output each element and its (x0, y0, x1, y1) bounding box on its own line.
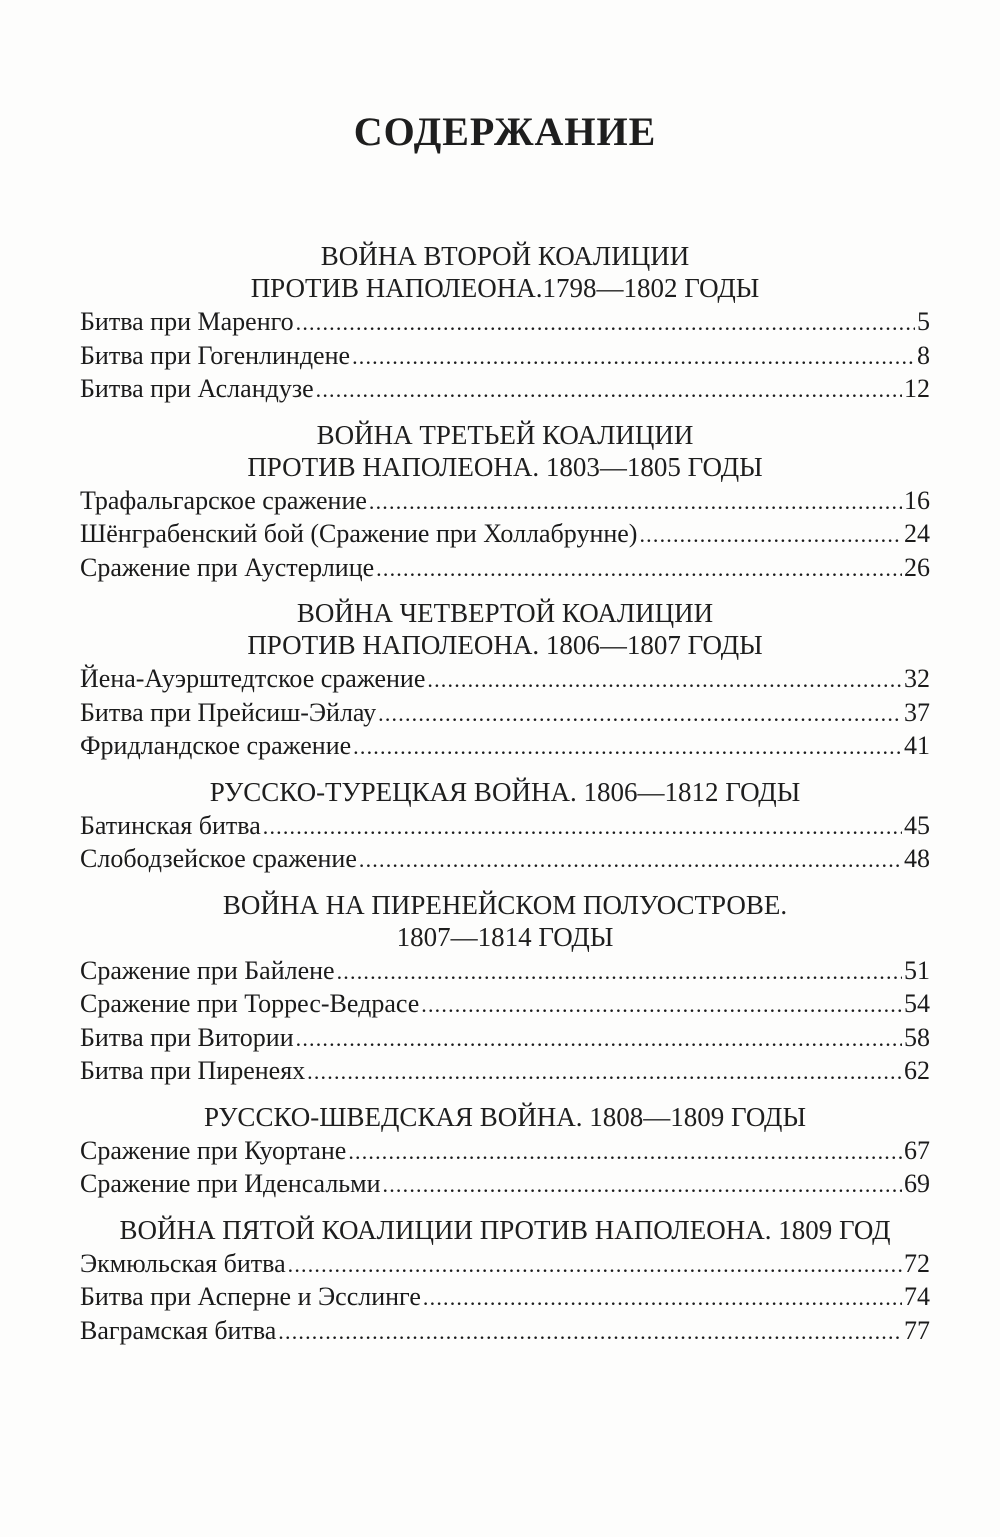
dot-leader (427, 663, 902, 697)
section-heading-line: ВОЙНА ПЯТОЙ КОАЛИЦИИ ПРОТИВ НАПОЛЕОНА. 1809 ГОД (119, 1214, 891, 1245)
section-heading-line: ВОЙНА ЧЕТВЕРТОЙ КОАЛИЦИИ (296, 598, 714, 628)
entry-title: Экмюльская битва (80, 1248, 286, 1278)
entry-title: Сражение при Куортане (80, 1135, 347, 1165)
entry-page-number: 62 (904, 1056, 930, 1085)
entry-title: Трафальгарское сражение (80, 485, 367, 515)
toc-entry[interactable] (80, 340, 930, 374)
dot-leader (348, 1135, 902, 1169)
section-heading-line: ВОЙНА ВТОРОЙ КОАЛИЦИИ (320, 241, 690, 271)
entry-page-number: 58 (904, 1022, 930, 1052)
toc-entry[interactable] (80, 1055, 930, 1089)
book-page (80, 0, 930, 1537)
toc-entry[interactable] (80, 552, 930, 586)
entry-page-number: 54 (904, 989, 930, 1018)
entry-page-number: 77 (904, 1315, 930, 1345)
entry-page-number: 67 (904, 1135, 930, 1165)
entry-title: Сражение при Аустерлице (80, 552, 375, 582)
toc-entry[interactable] (80, 1168, 930, 1202)
toc-section (80, 240, 930, 407)
entry-title: Битва при Асландузе (80, 374, 314, 403)
section-heading (80, 1101, 930, 1133)
dot-leader (263, 810, 902, 844)
entry-title: Фридландское сражение (80, 731, 352, 760)
section-heading-line: ПРОТИВ НАПОЛЕОНА.1798—1802 ГОДЫ (250, 273, 760, 303)
entry-title: Битва при Асперне и Эсслинге (80, 1282, 421, 1311)
toc-entry[interactable] (80, 730, 930, 764)
toc-entry[interactable] (80, 1248, 930, 1282)
dot-leader (296, 306, 915, 340)
entry-title: Шёнграбенский бой (Сражение при Холлабрунне) (80, 519, 638, 548)
toc-section (80, 1101, 930, 1202)
section-heading-line: ПРОТИВ НАПОЛЕОНА. 1803—1805 ГОДЫ (247, 451, 763, 482)
toc-entry[interactable] (80, 843, 930, 877)
toc-section (80, 776, 930, 877)
section-heading-line: ПРОТИВ НАПОЛЕОНА. 1806—1807 ГОДЫ (247, 630, 763, 660)
dot-leader (278, 1315, 902, 1349)
toc-entry[interactable] (80, 663, 930, 697)
section-heading-line: 1807—1814 ГОДЫ (396, 921, 614, 952)
toc-section (80, 889, 930, 1089)
section-heading-line: ВОЙНА НА ПИРЕНЕЙСКОМ ПОЛУОСТРОВЕ. (222, 889, 788, 920)
entry-page-number: 51 (904, 955, 930, 985)
entry-page-number: 74 (904, 1282, 930, 1311)
toc-entry[interactable] (80, 485, 930, 519)
dot-leader (359, 843, 902, 877)
dot-leader (296, 1022, 902, 1056)
table-of-contents (80, 240, 930, 1360)
entry-title: Битва при Маренго (80, 307, 294, 336)
page-title: СОДЕРЖАНИЕ (353, 109, 657, 154)
dot-leader (376, 552, 902, 586)
toc-entry[interactable] (80, 373, 930, 407)
section-heading-line: ВОЙНА ТРЕТЬЕЙ КОАЛИЦИИ (316, 419, 694, 450)
entry-title: Батинская битва (80, 810, 261, 840)
toc-entry[interactable] (80, 988, 930, 1022)
entry-title: Йена-Ауэрштедтское сражение (80, 664, 426, 693)
section-heading (80, 240, 930, 304)
toc-entry[interactable] (80, 697, 930, 731)
entry-title: Битва при Прейсиш-Эйлау (80, 697, 377, 727)
toc-section (80, 597, 930, 764)
entry-title: Ваграмская битва (80, 1315, 277, 1345)
entry-title: Сражение при Иденсальми (80, 1169, 381, 1198)
section-heading (80, 597, 930, 661)
toc-entry[interactable] (80, 1315, 930, 1349)
dot-leader (423, 1281, 902, 1315)
entry-page-number: 8 (917, 340, 930, 370)
toc-entry[interactable] (80, 518, 930, 552)
entry-page-number: 41 (904, 731, 930, 760)
entry-title: Битва при Гогенлиндене (80, 340, 351, 370)
entry-page-number: 45 (904, 810, 930, 840)
toc-entry[interactable] (80, 1022, 930, 1056)
entry-page-number: 24 (904, 519, 930, 548)
dot-leader (353, 730, 902, 764)
section-heading-line: РУССКО-ШВЕДСКАЯ ВОЙНА. 1808—1809 ГОДЫ (203, 1101, 807, 1132)
dot-leader (307, 1055, 902, 1089)
toc-entry[interactable] (80, 1281, 930, 1315)
dot-leader (352, 340, 915, 374)
entry-title: Сражение при Торрес-Ведрасе (80, 989, 420, 1018)
dot-leader (421, 988, 902, 1022)
section-heading (80, 419, 930, 483)
toc-entry[interactable] (80, 1135, 930, 1169)
toc-section (80, 1214, 930, 1349)
dot-leader (316, 373, 902, 407)
entry-title: Слободзейское сражение (80, 844, 357, 873)
dot-leader (383, 1168, 902, 1202)
entry-page-number: 12 (904, 374, 930, 403)
toc-entry[interactable] (80, 810, 930, 844)
entry-page-number: 37 (904, 697, 930, 727)
section-heading (80, 889, 930, 953)
section-heading (80, 1214, 930, 1246)
section-heading-line: РУССКО-ТУРЕЦКАЯ ВОЙНА. 1806—1812 ГОДЫ (209, 776, 801, 807)
section-heading (80, 776, 930, 808)
entry-page-number: 72 (904, 1248, 930, 1278)
entry-title: Сражение при Байлене (80, 955, 335, 985)
entry-page-number: 32 (904, 664, 930, 693)
entry-title: Битва при Пиренеях (80, 1056, 306, 1085)
toc-entry[interactable] (80, 306, 930, 340)
dot-leader (369, 485, 902, 519)
toc-entry[interactable] (80, 955, 930, 989)
dot-leader (639, 518, 902, 552)
dot-leader (288, 1248, 902, 1282)
entry-page-number: 5 (917, 307, 930, 336)
entry-page-number: 69 (904, 1169, 930, 1198)
entry-title: Битва при Витории (80, 1022, 294, 1052)
toc-section (80, 419, 930, 586)
entry-page-number: 16 (904, 485, 930, 515)
dot-leader (337, 955, 902, 989)
entry-page-number: 48 (904, 844, 930, 873)
dot-leader (378, 697, 902, 731)
entry-page-number: 26 (904, 552, 930, 582)
